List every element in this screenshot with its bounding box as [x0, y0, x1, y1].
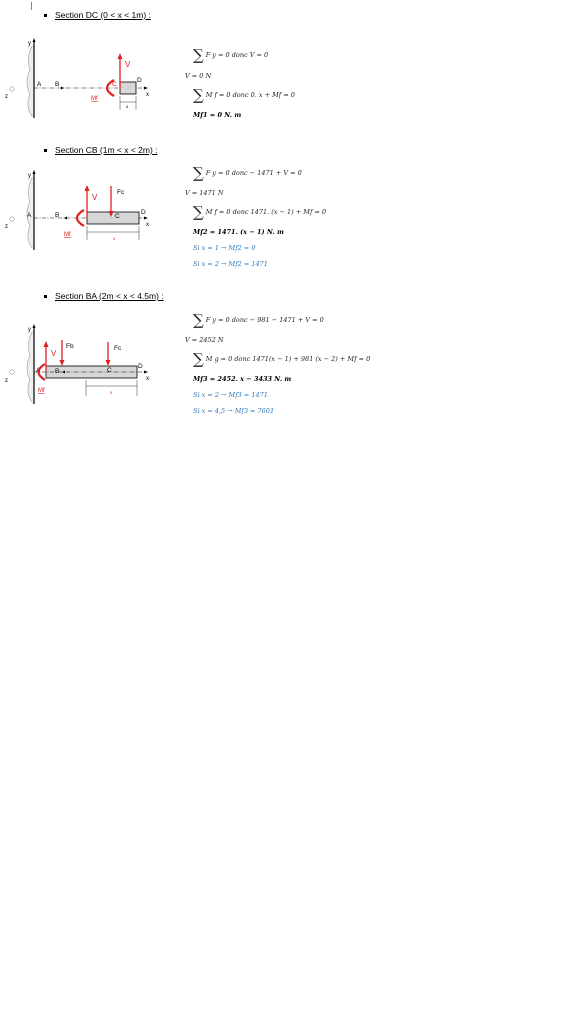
- y-label: y: [28, 327, 31, 333]
- wall-support: [27, 332, 34, 402]
- x-axis-label: x: [146, 376, 149, 382]
- shear-force-arrow-icon: [85, 185, 90, 191]
- x-axis-label: x: [146, 222, 149, 228]
- z-axis-icon: [10, 87, 14, 91]
- section-cb-eq-4: Mf2 = 1471. (x − 1) N. m: [193, 228, 284, 236]
- section-ba-heading: [44, 291, 164, 301]
- x-axis-label: x: [146, 92, 149, 98]
- point-a-label: A: [36, 367, 41, 374]
- b-arrow-icon: [64, 217, 67, 220]
- point-c-label: C: [112, 81, 117, 88]
- shear-force-arrow-icon: [118, 53, 123, 59]
- section-ba-eq-5: Si x = 2 → Mf3 = 1471: [193, 391, 268, 399]
- y-label: y: [28, 173, 31, 179]
- y-axis-arrow-icon: [33, 170, 36, 174]
- point-d-label: D: [137, 77, 142, 84]
- bullet-icon: [44, 295, 47, 298]
- x-axis-arrow-icon: [144, 87, 148, 90]
- bullet-icon: [44, 149, 47, 152]
- beam-segment: [87, 212, 139, 224]
- span-label: x: [110, 390, 113, 395]
- z-label: z: [5, 378, 8, 384]
- moment-label: Mf: [38, 388, 45, 394]
- section-dc-eq-2: V = 0 N: [185, 72, 212, 80]
- section-dc-diagram: [0, 36, 180, 122]
- shear-force-label: V: [92, 193, 98, 202]
- section-ba-diagram: [0, 322, 180, 408]
- point-d-label: D: [141, 209, 146, 216]
- bullet-icon: [44, 14, 47, 17]
- section-ba-eq-1: ∑ F y = 0 donc − 981 − 1471 + V = 0: [193, 315, 324, 325]
- section-ba-eq-2: V = 2452 N: [185, 336, 224, 344]
- point-b-label: B: [55, 212, 60, 219]
- moment-label: Mf: [64, 232, 71, 238]
- y-label: y: [28, 41, 31, 47]
- x-axis-arrow-icon: [144, 371, 148, 374]
- section-dc-heading: [44, 10, 151, 20]
- point-c-label: C: [115, 213, 120, 220]
- section-cb-heading: [44, 145, 158, 155]
- force-c-label: Fc: [117, 189, 125, 196]
- section-ba-eq-6: Si x = 4,5 → Mf3 = 7601: [193, 407, 275, 415]
- span-label: x: [126, 104, 129, 109]
- section-dc-eq-4: Mf1 = 0 N. m: [193, 111, 242, 119]
- z-label: z: [5, 224, 8, 230]
- force-c-label: Fc: [114, 345, 122, 352]
- y-axis-arrow-icon: [33, 38, 36, 42]
- section-dc-eq-3: ∑ M f = 0 donc 0. x + Mf = 0: [193, 90, 295, 100]
- section-cb-eq-1: ∑ F y = 0 donc − 1471 + V = 0: [193, 168, 302, 178]
- span-label: x: [113, 236, 116, 241]
- b-arrow-icon: [61, 87, 64, 90]
- section-dc-eq-1: ∑ F y = 0 donc V = 0: [193, 50, 268, 60]
- point-b-label: B: [55, 81, 60, 88]
- z-label: z: [5, 94, 8, 100]
- y-axis-arrow-icon: [33, 324, 36, 328]
- section-cb-eq-2: V = 1471 N: [185, 189, 224, 197]
- shear-force-label: V: [51, 349, 57, 358]
- section-cb-diagram: [0, 168, 180, 254]
- force-c-arrow-icon: [106, 360, 111, 366]
- moment-label: Mf: [91, 96, 98, 102]
- section-cb-eq-6: Si x = 2 → Mf2 = 1471: [193, 260, 268, 268]
- wall-support: [27, 46, 34, 116]
- section-cb-title: Section CB (1m < x < 2m) :: [55, 145, 158, 155]
- section-cb-eq-3: ∑ M f = 0 donc 1471. (x − 1) + Mf = 0: [193, 207, 326, 217]
- z-axis-icon: [10, 217, 14, 221]
- z-axis-icon: [10, 370, 14, 374]
- force-b-label: Fb: [66, 343, 74, 350]
- section-ba-eq-3: ∑ M g = 0 donc 1471(x − 1) + 981 (x − 2) + Mf = 0: [193, 354, 370, 364]
- shear-force-arrow-icon: [44, 341, 49, 347]
- point-d-label: D: [138, 363, 143, 370]
- x-axis-arrow-icon: [144, 217, 148, 220]
- section-ba-eq-4: Mf3 = 2452. x − 3433 N. m: [193, 375, 292, 383]
- text-cursor: [31, 2, 32, 10]
- section-ba-title: Section BA (2m < x < 4.5m) :: [55, 291, 164, 301]
- point-b-label: B: [55, 368, 60, 375]
- shear-force-label: V: [125, 60, 131, 69]
- point-a-label: A: [37, 81, 42, 88]
- point-c-label: C: [107, 367, 112, 374]
- beam-segment: [120, 82, 136, 94]
- point-a-label: A: [27, 212, 32, 219]
- force-b-arrow-icon: [60, 360, 65, 366]
- section-cb-eq-5: Si x = 1 → Mf2 = 0: [193, 244, 256, 252]
- section-dc-title: Section DC (0 < x < 1m) :: [55, 10, 151, 20]
